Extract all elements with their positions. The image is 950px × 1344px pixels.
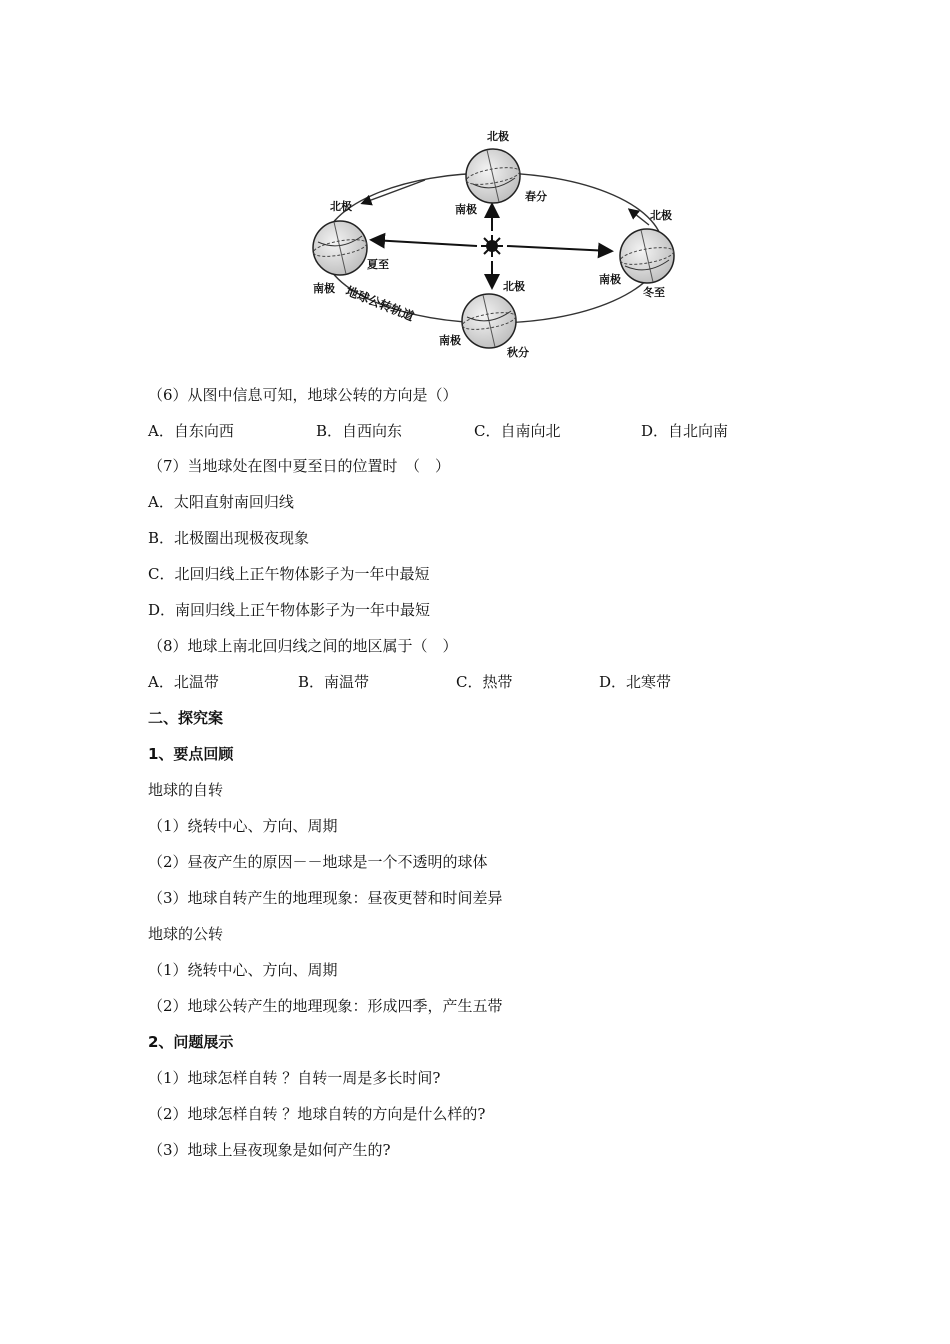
review-title: 1、要点回顾: [148, 745, 234, 763]
rotation-item-1: （1）绕转中心、方向、周期: [148, 817, 338, 835]
label-summer-south: 南极: [313, 282, 335, 295]
rotation-title: 地球的自转: [148, 781, 224, 799]
label-summer-name: 夏至: [367, 258, 389, 271]
q6-option-a: A．自东向西: [148, 422, 234, 440]
q8-option-a: A．北温带: [148, 673, 219, 691]
q7-option-c: C．北回归线上正午物体影子为一年中最短: [148, 565, 430, 583]
rotation-item-3: （3）地球自转产生的地理现象：昼夜更替和时间差异: [148, 889, 503, 907]
globe-autumn: [461, 294, 517, 348]
orbit-arrow-right: [630, 210, 649, 225]
q8-option-c: C．热带: [456, 673, 513, 691]
q8-stem: （8）地球上南北回归线之间的地区属于（ ）: [148, 637, 458, 655]
problems-title: 2、问题展示: [148, 1033, 234, 1051]
ray-left: [373, 240, 477, 246]
revolution-item-2: （2）地球公转产生的地理现象：形成四季，产生五带: [148, 997, 503, 1015]
label-autumn-south: 南极: [439, 334, 461, 347]
globe-spring: [465, 149, 521, 203]
globe-winter: [619, 229, 675, 283]
label-spring-name: 春分: [525, 190, 547, 203]
label-summer-north: 北极: [330, 200, 352, 213]
orbit-arrow-top-left: [363, 180, 425, 203]
problem-1: （1）地球怎样自转 ？自转一周是多长时间?: [148, 1069, 441, 1087]
q7-stem: （7）当地球处在图中夏至日的位置时 （ ）: [148, 457, 451, 475]
rotation-item-2: （2）昼夜产生的原因－－地球是一个不透明的球体: [148, 853, 488, 871]
problem-2: （2）地球怎样自转 ？地球自转的方向是什么样的?: [148, 1105, 486, 1123]
label-autumn-name: 秋分: [507, 346, 529, 359]
label-autumn-north: 北极: [503, 280, 525, 293]
revolution-svg: [305, 128, 680, 360]
revolution-title: 地球的公转: [148, 925, 224, 943]
q8-option-b: B．南温带: [298, 673, 370, 691]
q6-option-b: B．自西向东: [316, 422, 403, 440]
earth-revolution-diagram: [305, 128, 680, 360]
label-orbit: 地球公转轨道: [343, 283, 416, 324]
q6-option-c: C．自南向北: [474, 422, 561, 440]
label-winter-name: 冬至: [643, 286, 665, 299]
sun-icon: [481, 235, 503, 257]
q7-option-b: B．北极圈出现极夜现象: [148, 529, 310, 547]
q6-stem: （6）从图中信息可知，地球公转的方向是（）: [148, 386, 458, 404]
globe-summer: [312, 221, 368, 275]
q7-option-d: D．南回归线上正午物体影子为一年中最短: [148, 601, 431, 619]
label-winter-north: 北极: [650, 209, 672, 222]
label-spring-south: 南极: [455, 203, 477, 216]
q6-option-d: D．自北向南: [641, 422, 729, 440]
revolution-item-1: （1）绕转中心、方向、周期: [148, 961, 338, 979]
section2-title: 二、探究案: [148, 709, 224, 727]
label-spring-north: 北极: [487, 130, 509, 143]
problem-3: （3）地球上昼夜现象是如何产生的?: [148, 1141, 391, 1159]
q8-option-d: D．北寒带: [599, 673, 672, 691]
q7-option-a: A．太阳直射南回归线: [148, 493, 294, 511]
ray-right: [507, 246, 610, 251]
label-winter-south: 南极: [599, 273, 621, 286]
